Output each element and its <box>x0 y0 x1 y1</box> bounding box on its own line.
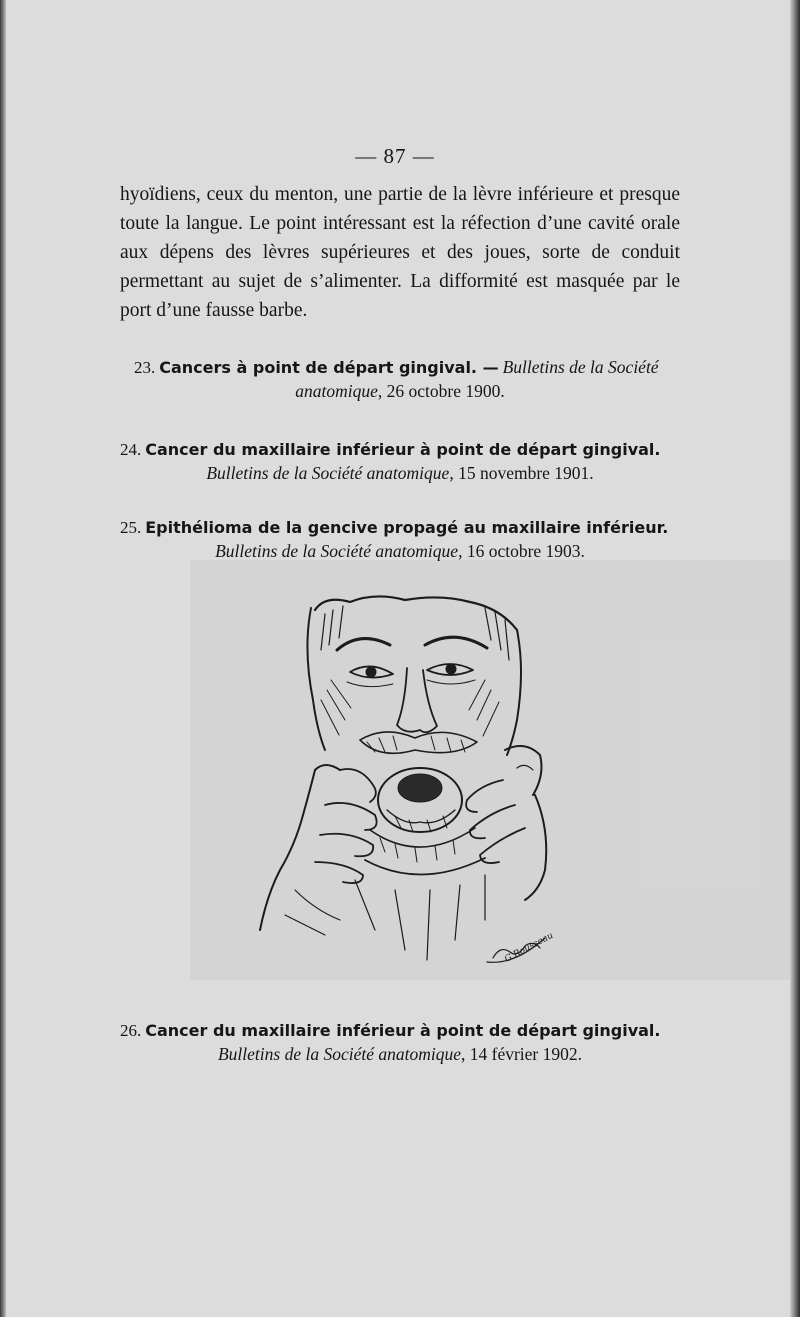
page-edge-left <box>0 0 6 1317</box>
reference-title-text: Cancers à point de départ gingival. — <box>159 358 499 377</box>
reference-date: , 14 février 1902. <box>461 1044 583 1064</box>
reference-title <box>120 517 680 540</box>
reference-number: 26. <box>120 1021 142 1040</box>
body-paragraph: hyoïdiens, ceux du menton, une partie de la lèvre inférieure et presque toute la langue. Le point intéressant est la réfection d’une cavité orale aux dépens des lèvres supérieures et des joues, sorte de conduit permettant au sujet de s’alimenter. La difformité est masquée par le port d’une fausse barbe. <box>120 184 680 321</box>
illustration-signature: G.Rousseau <box>503 930 555 965</box>
reference-date: , 16 octobre 1903. <box>458 541 585 561</box>
reference-source <box>120 380 680 402</box>
reference-26 <box>120 1020 680 1065</box>
reference-24 <box>120 439 680 484</box>
reference-number: 24. <box>120 440 142 459</box>
reference-title-text: Cancer du maxillaire inférieur à point de départ gingival. <box>145 1021 661 1040</box>
reference-23 <box>120 356 680 402</box>
reference-journal-cont: anatomique <box>295 381 378 401</box>
reference-source <box>120 540 680 562</box>
reference-date: , 15 novembre 1901. <box>449 463 594 483</box>
reference-journal: Bulletins de la Société anatomique <box>217 1044 461 1064</box>
reference-number: 23. <box>134 358 156 377</box>
reference-journal: Bulletins de la Société <box>502 357 659 377</box>
reference-title <box>120 439 680 462</box>
reference-date: , 26 octobre 1900. <box>377 381 505 401</box>
reference-number: 25. <box>120 518 142 537</box>
reference-source <box>120 1043 680 1065</box>
reference-title <box>120 1020 680 1043</box>
page-number: — 87 — <box>355 144 435 168</box>
page-edge-right <box>790 0 800 1317</box>
reference-journal: Bulletins de la Société anatomique <box>215 541 459 561</box>
medical-illustration <box>255 590 555 980</box>
reference-25 <box>120 517 680 562</box>
reference-title <box>120 356 680 380</box>
reference-title-text: Epithélioma de la gencive propagé au maxillaire inférieur. <box>145 518 669 537</box>
reference-title-text: Cancer du maxillaire inférieur à point de départ gingival. <box>145 440 661 459</box>
reference-source <box>120 462 680 484</box>
reference-journal: Bulletins de la Société anatomique <box>206 463 450 483</box>
